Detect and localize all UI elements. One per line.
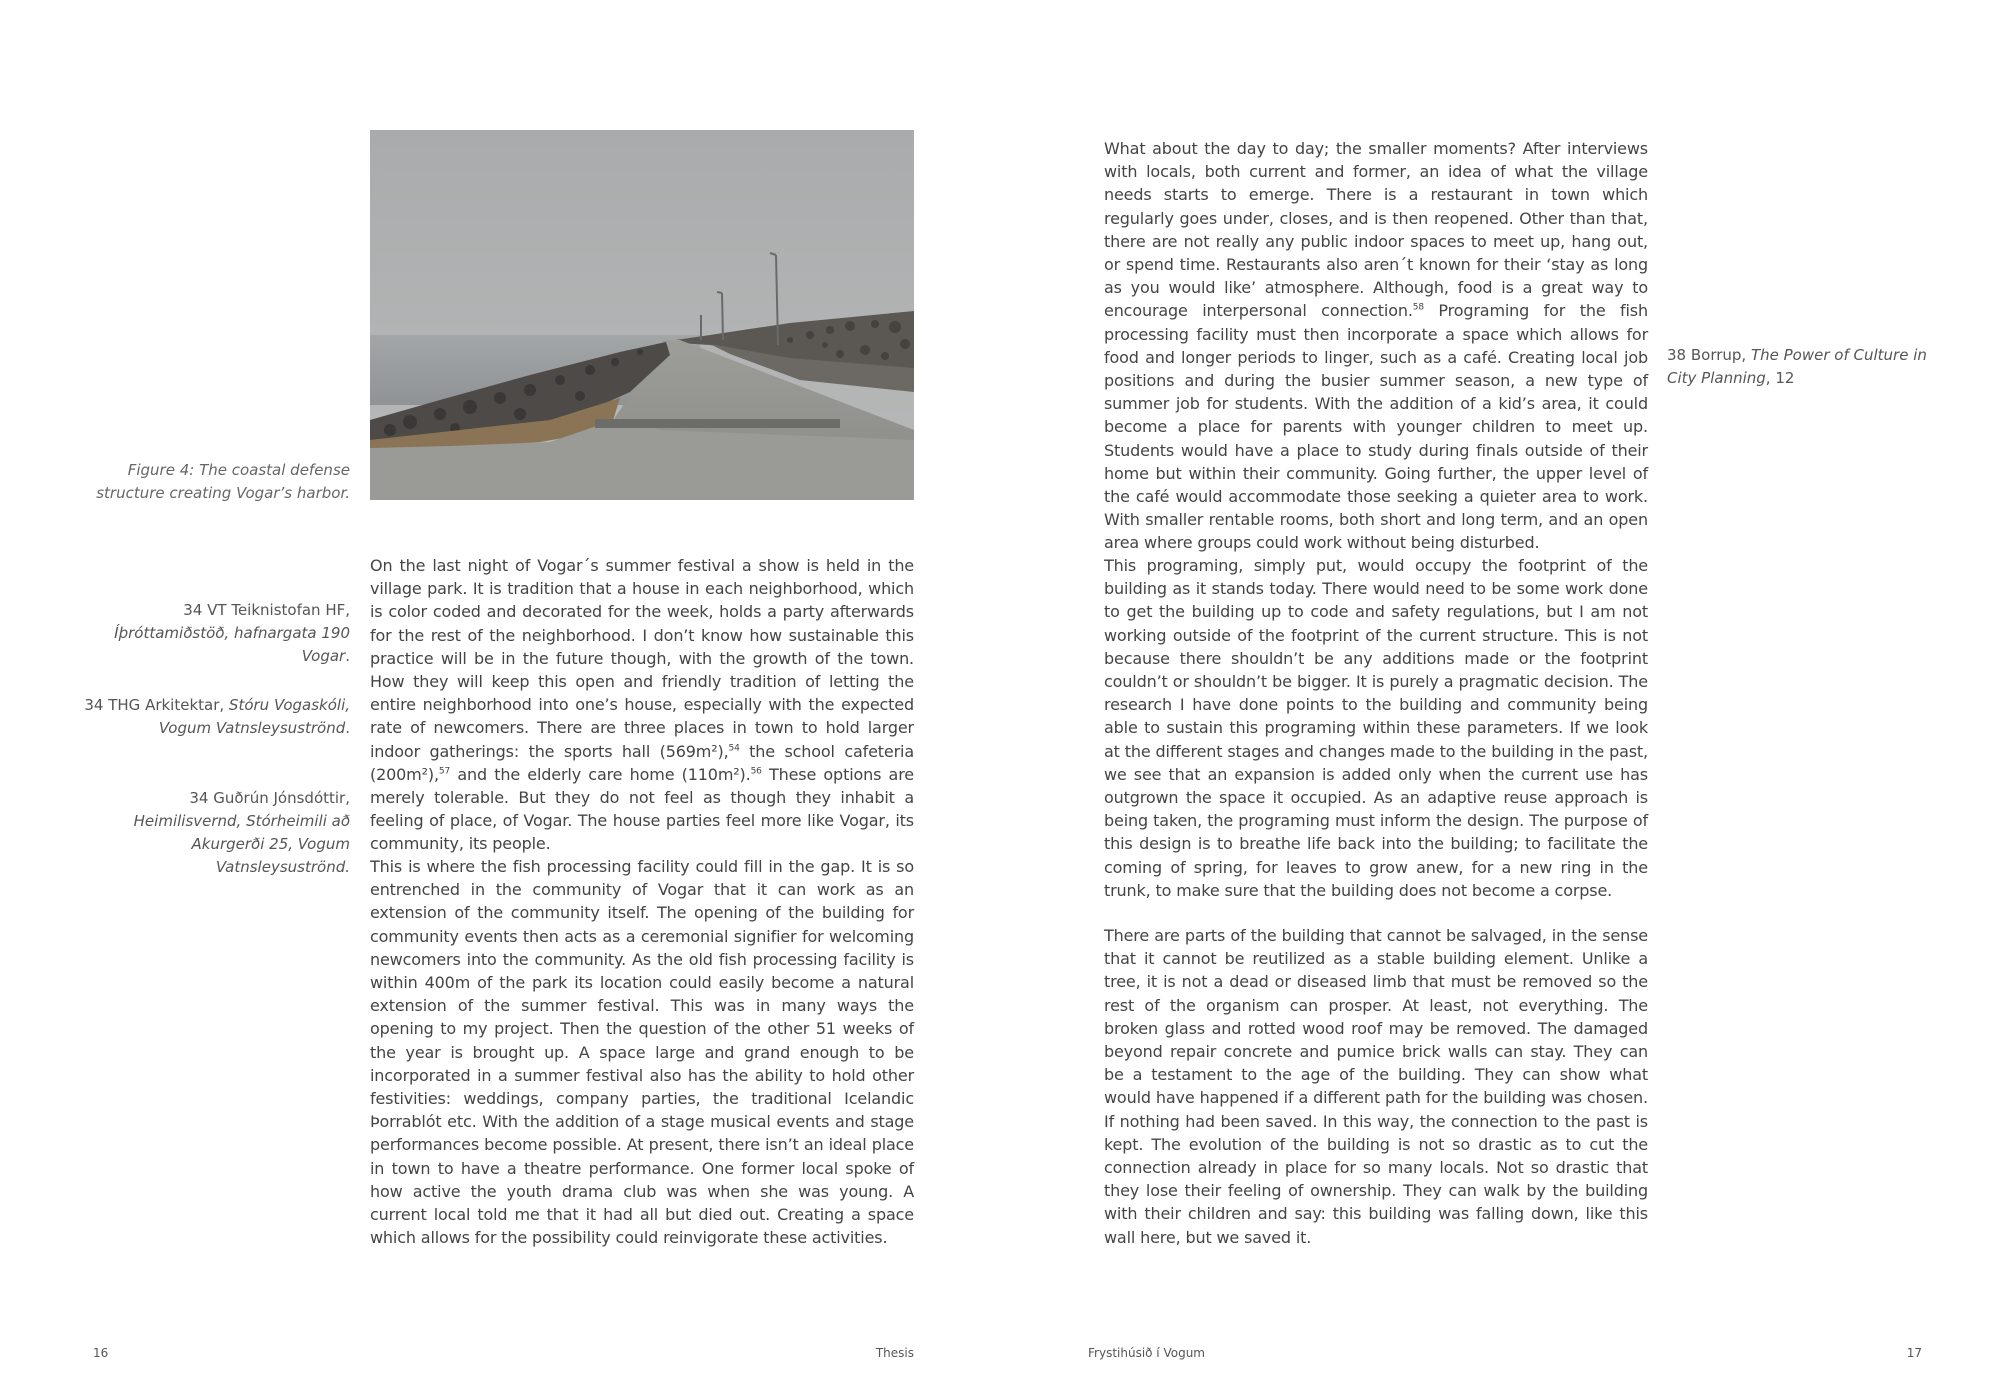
sidenote-3: 34 Guðrún Jónsdóttir, Heimilisvernd, Stórheimili að Akurgerði 25, Vogum Vatnsleysuströnd. — [133, 789, 350, 876]
left-paragraph-2: This is where the fish processing facility could fill in the gap. It is so entrenched in the community of Vogar that it can work as an extension of the community itself. The opening of the building for community events then acts as a ceremonial signifier for welcoming newcomers into the community. As the old fish processing facility is within 400m of the park its location could easily become a natural extension of the summer festival. This was in many ways the opening to my project. Then the question of the other 51 weeks of the year is brought up. A space large and grand enough to be incorporated in a summer festival also has the ability to hold other festivities: weddings, company parties, the traditional Icelandic Þorrablót etc. With the addition of a stage musical events and stage performances become possible. At present, there isn’t an ideal place in town to have a theatre performance. One former local spoke of how active the youth drama club was when she was young. A current local told me that it had all but died out. Creating a space which allows for the possibility could reinvigorate these activities. — [370, 857, 914, 1248]
footnote-ref: 58 — [1412, 303, 1424, 314]
page-number-right: 17 — [1906, 1346, 1922, 1360]
footnote-ref: 54 — [728, 743, 740, 754]
footnote-ref: 57 — [438, 766, 451, 777]
right-paragraph-2: This programing, simply put, would occupy the footprint of the building as it stands today. There would need to be some work done to get the building up to code and safety regulations, but I am not working outside of the footprint of the current structure. This is not because there shouldn’t be any additions made or the footprint couldn’t or shouldn’t be bigger. It is purely a pragmatic decision. The research I have done points to the building and community being able to sustain this programing within these parameters. If we look at the different stages and changes made to the building in the past, we see that an expansion is added only when the current use has outgrown the space it occupied. As an adaptive reuse approach is being taken, the programing must inform the design. The purpose of this design is to breathe life back into the building; to facilitate the coming of spring, for leaves to grow anew, for a new ring in the trunk, to make sure that the building does not become a corpse. — [1104, 556, 1648, 900]
footnote-ref: 56 — [750, 766, 762, 777]
running-head-right: Frystihúsið í Vogum — [1088, 1346, 1205, 1360]
coastal-road-photo — [370, 130, 914, 500]
figure-photo — [370, 130, 914, 500]
running-head-left: Thesis — [875, 1346, 914, 1360]
right-paragraph-3: There are parts of the building that cannot be salvaged, in the sense that it cannot be reutilized as a stable building element. Unlike a tree, it is not a dead or diseased limb that must be removed so the rest of the organism can prosper. At least, not everything. The broken glass and rotted wood roof may be removed. The damaged beyond repair concrete and pumice brick walls can stay. They can be a testament to the age of the building. They can show what would have happened if a different path for the building was chosen. If nothing had been saved. In this way, the connection to the past is kept. The evolution of the building is not so drastic as to cut the connection already in place for so many locals. Not so drastic that they lose their feeling of ownership. They can walk by the building with their children and say: this building was falling down, like this wall here, but we saved it. — [1104, 926, 1648, 1247]
sidenote-4: 38 Borrup, The Power of Culture in City Planning, 12 — [1667, 346, 1927, 387]
right-paragraph-1: What about the day to day; the smaller moments? After interviews with locals, both current and former, an idea of what the village needs starts to emerge. There is a restaurant in town which regularly goes under, closes, and is then reopened. Other than that, there are not really any public indoor spaces to meet up, hang out, or spend time. Restaurants also aren´t known for their ‘stay as long as you would like’ atmosphere. Although, food is a great way to encourage interpersonal connection.$^{58}$ Programing for the fish processing facility must then incorporate a space which allows for food and longer periods to linger, such as a café. Creating local job positions and during the busier summer season, a new type of summer job for students. With the addition of a kid’s area, it could become a place for parents with younger children to meet up. Students would have a place to study during finals outside of their home but within their community. Going further, the upper level of the café would accommodate those seeking a quieter area to work. With smaller rentable rooms, both short and long term, and an open area where groups could work without being disturbed. — [1104, 139, 1648, 553]
figure-caption: Figure 4: The coastal defense structure creating Vogar’s harbor. — [96, 461, 350, 502]
page-number-left: 16 — [93, 1346, 109, 1360]
sidenote-2: 34 THG Arkitektar, Stóru Vogaskóli, Vogum Vatnsleysuströnd. — [84, 696, 350, 737]
left-paragraph-1: On the last night of Vogar´s summer festival a show is held in the village park. It is tradition that a house in each neighborhood, which is color coded and decorated for the week, holds a party afterwards for the rest of the neighborhood. I don’t know how sustainable this practice will be in the future though, with the growth of the town. How they will keep this open and friendly tradition of letting the entire neighborhood into one’s house, especially with the expected rate of newcomers. There are three places in town to hold larger indoor gatherings: the sports hall (569m²),$^{54}$ the school cafeteria (200m²),$^{57}$ and the elderly care home (110m²).$^{56}$ These options are merely tolerable. But they do not feel as though they inhabit a feeling of place, of Vogar. The house parties feel more like Vogar, its community, its people. — [370, 556, 914, 854]
sidenote-1: 34 VT Teiknistofan HF, Íþróttamiðstöð, hafnargata 190 Vogar. — [114, 601, 350, 665]
